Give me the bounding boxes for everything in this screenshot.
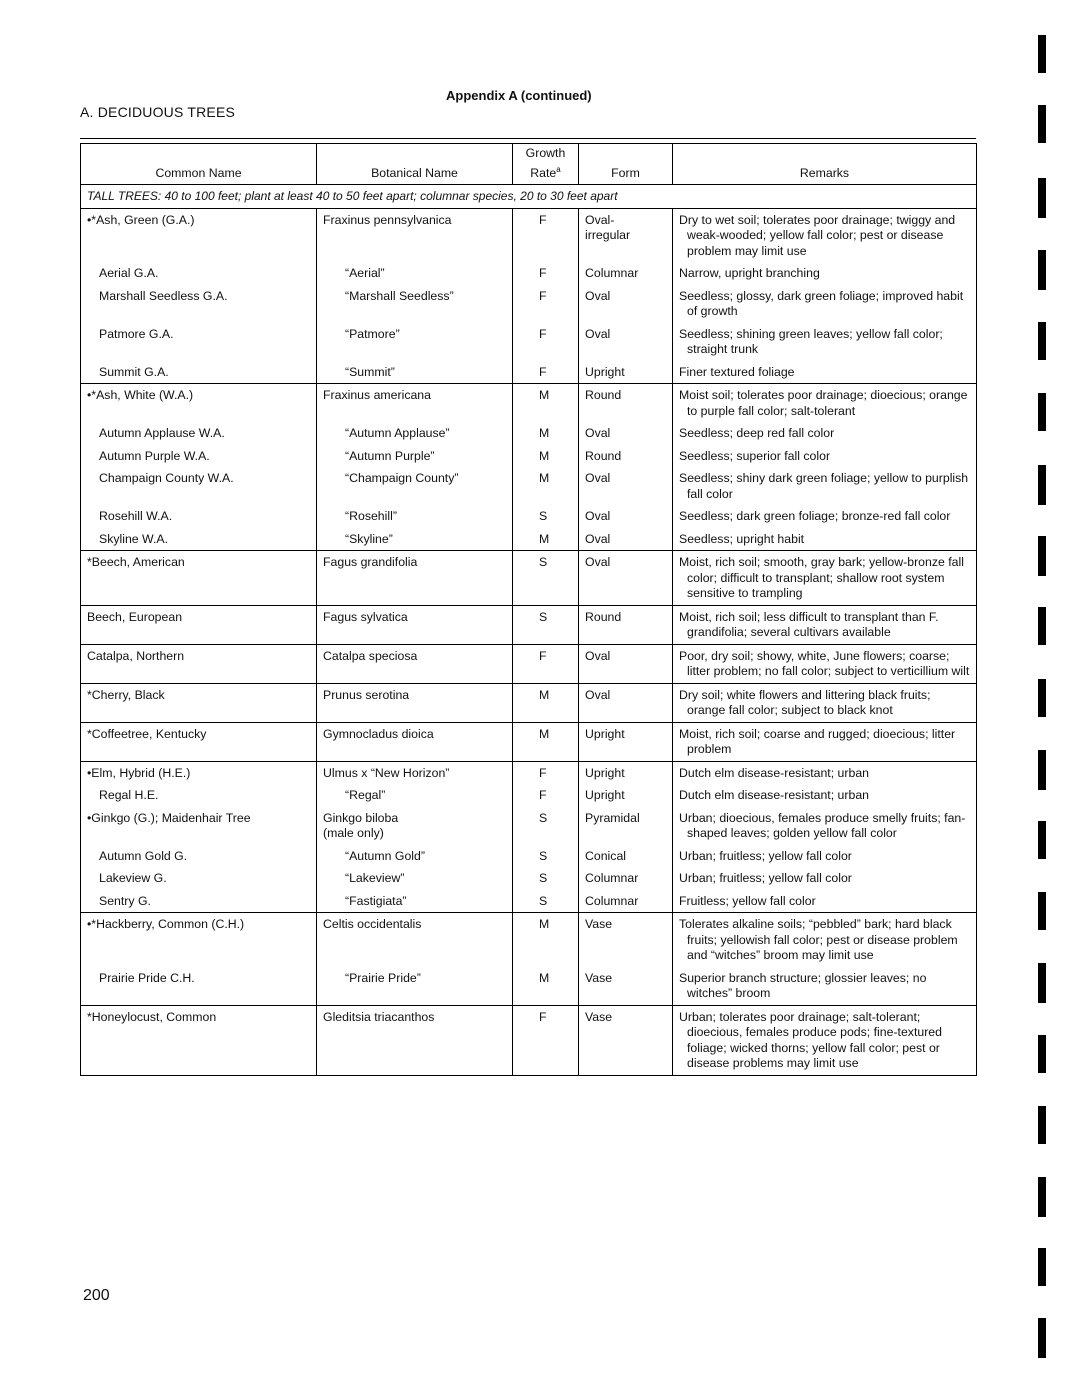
size-band-text: TALL TREES: 40 to 100 feet; plant at least 40 to 50 feet apart; columnar species, 20 to 30 feet apart [81, 185, 977, 209]
header-remarks: Remarks [673, 144, 977, 185]
table-row [81, 262, 977, 285]
table-row [81, 913, 977, 967]
common-name-cell: •Elm, Hybrid (H.E.) [81, 761, 317, 784]
growth-rate-cell: S [513, 551, 579, 606]
table-row [81, 807, 977, 845]
botanical-name-cell: Gleditsia triacanthos [317, 1005, 513, 1075]
growth-rate-cell: F [513, 361, 579, 384]
growth-rate-cell: F [513, 208, 579, 262]
common-name-cell: *Cherry, Black [81, 683, 317, 722]
common-name-cell: Rosehill W.A. [81, 505, 317, 528]
form-cell: Upright [579, 722, 673, 761]
growth-rate-cell: F [513, 262, 579, 285]
header-growth-rate-line1: Growth [525, 146, 566, 160]
table-row [81, 867, 977, 890]
remarks-cell: Seedless; upright habit [673, 528, 977, 551]
common-name-cell: Aerial G.A. [81, 262, 317, 285]
growth-rate-cell: M [513, 967, 579, 1006]
header-botanical-name: Botanical Name [317, 144, 513, 185]
header-common-name: Common Name [81, 144, 317, 185]
remarks-cell: Urban; fruitless; yellow fall color [673, 845, 977, 868]
common-name-cell: •Ginkgo (G.); Maidenhair Tree [81, 807, 317, 845]
edge-mark [1038, 1318, 1046, 1358]
botanical-name-cell: Fraxinus americana [317, 384, 513, 423]
growth-rate-cell: M [513, 913, 579, 967]
common-name-cell: Summit G.A. [81, 361, 317, 384]
table-row [81, 505, 977, 528]
form-cell: Oval [579, 467, 673, 505]
growth-rate-cell: S [513, 845, 579, 868]
botanical-name-cell: “Autumn Gold” [317, 845, 513, 868]
edge-mark [1038, 1035, 1046, 1073]
remarks-cell: Poor, dry soil; showy, white, June flowers; coarse; litter problem; no fall color; subject to verticillium wilt [673, 644, 977, 683]
common-name-cell: •*Hackberry, Common (C.H.) [81, 913, 317, 967]
header-form: Form [579, 144, 673, 185]
edge-mark [1038, 536, 1046, 576]
form-cell: Round [579, 384, 673, 423]
form-cell: Vase [579, 967, 673, 1006]
table-row [81, 967, 977, 1006]
form-cell: Columnar [579, 890, 673, 913]
common-name-cell: Sentry G. [81, 890, 317, 913]
form-cell: Oval- irregular [579, 208, 673, 262]
table-row [81, 528, 977, 551]
edge-mark [1038, 679, 1046, 717]
table-row [81, 208, 977, 262]
remarks-cell: Moist, rich soil; less difficult to transplant than F. grandifolia; several cultivars available [673, 605, 977, 644]
botanical-name-cell: “Patmore” [317, 323, 513, 361]
growth-rate-cell: F [513, 1005, 579, 1075]
form-cell: Upright [579, 761, 673, 784]
botanical-name-cell: “Autumn Purple” [317, 445, 513, 468]
common-name-cell: Patmore G.A. [81, 323, 317, 361]
remarks-cell: Fruitless; yellow fall color [673, 890, 977, 913]
common-name-cell: Champaign County W.A. [81, 467, 317, 505]
form-cell: Oval [579, 528, 673, 551]
growth-rate-cell: F [513, 323, 579, 361]
common-name-cell: *Beech, American [81, 551, 317, 606]
botanical-name-cell: Ginkgo biloba (male only) [317, 807, 513, 845]
remarks-cell: Seedless; shiny dark green foliage; yellow to purplish fall color [673, 467, 977, 505]
form-cell: Oval [579, 644, 673, 683]
common-name-cell: Beech, European [81, 605, 317, 644]
table-row [81, 845, 977, 868]
botanical-name-cell: Fagus sylvatica [317, 605, 513, 644]
form-cell: Oval [579, 285, 673, 323]
edge-mark [1038, 393, 1046, 431]
footnote-marker: a [556, 164, 561, 174]
growth-rate-cell: M [513, 683, 579, 722]
remarks-cell: Moist, rich soil; coarse and rugged; dioecious; litter problem [673, 722, 977, 761]
growth-rate-cell: M [513, 422, 579, 445]
common-name-cell: Autumn Purple W.A. [81, 445, 317, 468]
botanical-name-cell: “Prairie Pride” [317, 967, 513, 1006]
growth-rate-cell: S [513, 605, 579, 644]
common-name-cell: Autumn Gold G. [81, 845, 317, 868]
edge-mark [1038, 607, 1046, 645]
form-cell: Round [579, 445, 673, 468]
common-name-cell: Autumn Applause W.A. [81, 422, 317, 445]
botanical-name-cell: “Aerial” [317, 262, 513, 285]
remarks-cell: Dry soil; white flowers and littering black fruits; orange fall color; subject to black knot [673, 683, 977, 722]
form-cell: Columnar [579, 262, 673, 285]
form-cell: Oval [579, 422, 673, 445]
growth-rate-cell: F [513, 784, 579, 807]
botanical-name-cell: “Lakeview” [317, 867, 513, 890]
table-row [81, 361, 977, 384]
growth-rate-cell: S [513, 505, 579, 528]
botanical-name-cell: “Fastigiata” [317, 890, 513, 913]
table-row [81, 644, 977, 683]
edge-mark [1038, 750, 1046, 790]
edge-mark [1038, 892, 1046, 930]
botanical-name-cell: Fagus grandifolia [317, 551, 513, 606]
common-name-cell: •*Ash, White (W.A.) [81, 384, 317, 423]
remarks-cell: Narrow, upright branching [673, 262, 977, 285]
growth-rate-cell: F [513, 644, 579, 683]
table-row [81, 467, 977, 505]
remarks-cell: Finer textured foliage [673, 361, 977, 384]
table-row [81, 683, 977, 722]
remarks-cell: Seedless; glossy, dark green foliage; improved habit of growth [673, 285, 977, 323]
page-number: 200 [83, 1287, 110, 1304]
form-cell: Oval [579, 551, 673, 606]
top-rule [80, 138, 976, 139]
growth-rate-cell: M [513, 722, 579, 761]
common-name-cell: *Honeylocust, Common [81, 1005, 317, 1075]
table-row [81, 1005, 977, 1075]
table-row [81, 784, 977, 807]
growth-rate-cell: M [513, 528, 579, 551]
edge-mark [1038, 322, 1046, 360]
deciduous-trees-table [80, 143, 977, 1076]
remarks-cell: Urban; fruitless; yellow fall color [673, 867, 977, 890]
page-title: Appendix A (continued) [446, 88, 592, 103]
edge-mark [1038, 35, 1046, 73]
botanical-name-cell: Ulmus x “New Horizon” [317, 761, 513, 784]
table-row [81, 384, 977, 423]
size-band-row [81, 185, 977, 209]
botanical-name-cell: “Summit” [317, 361, 513, 384]
growth-rate-cell: S [513, 807, 579, 845]
form-cell: Upright [579, 784, 673, 807]
table-row [81, 323, 977, 361]
form-cell: Oval [579, 505, 673, 528]
common-name-cell: Regal H.E. [81, 784, 317, 807]
table-row [81, 551, 977, 606]
growth-rate-cell: S [513, 867, 579, 890]
botanical-name-cell: “Autumn Applause” [317, 422, 513, 445]
remarks-cell: Moist soil; tolerates poor drainage; dioecious; orange to purple fall color; salt-tolerant [673, 384, 977, 423]
table-row [81, 422, 977, 445]
common-name-cell: *Coffeetree, Kentucky [81, 722, 317, 761]
remarks-cell: Superior branch structure; glossier leaves; no witches” broom [673, 967, 977, 1006]
growth-rate-cell: F [513, 285, 579, 323]
botanical-name-cell: “Champaign County” [317, 467, 513, 505]
edge-mark [1038, 105, 1046, 143]
remarks-cell: Tolerates alkaline soils; “pebbled” bark; hard black fruits; yellowish fall color; pest or disease problem and “witches” broom may limit use [673, 913, 977, 967]
botanical-name-cell: “Regal” [317, 784, 513, 807]
common-name-cell: Lakeview G. [81, 867, 317, 890]
edge-mark [1038, 178, 1046, 218]
form-cell: Columnar [579, 867, 673, 890]
form-cell: Upright [579, 361, 673, 384]
remarks-cell: Dutch elm disease-resistant; urban [673, 784, 977, 807]
botanical-name-cell: “Marshall Seedless” [317, 285, 513, 323]
form-cell: Vase [579, 913, 673, 967]
remarks-cell: Seedless; shining green leaves; yellow fall color; straight trunk [673, 323, 977, 361]
form-cell: Oval [579, 683, 673, 722]
growth-rate-cell: M [513, 445, 579, 468]
common-name-cell: Prairie Pride C.H. [81, 967, 317, 1006]
table-row [81, 285, 977, 323]
edge-mark [1038, 250, 1046, 290]
table-row [81, 445, 977, 468]
form-cell: Round [579, 605, 673, 644]
table-row [81, 722, 977, 761]
growth-rate-cell: F [513, 761, 579, 784]
common-name-cell: Marshall Seedless G.A. [81, 285, 317, 323]
header-growth-rate [513, 144, 579, 185]
remarks-cell: Urban; dioecious, females produce smelly fruits; fan-shaped leaves; golden yellow fall color [673, 807, 977, 845]
botanical-name-cell: Fraxinus pennsylvanica [317, 208, 513, 262]
edge-mark [1038, 1106, 1046, 1144]
botanical-name-cell: Celtis occidentalis [317, 913, 513, 967]
botanical-name-cell: “Skyline” [317, 528, 513, 551]
section-label: A. DECIDUOUS TREES [80, 104, 236, 120]
botanical-name-cell: Catalpa speciosa [317, 644, 513, 683]
common-name-cell: •*Ash, Green (G.A.) [81, 208, 317, 262]
remarks-cell: Seedless; deep red fall color [673, 422, 977, 445]
edge-mark [1038, 821, 1046, 859]
remarks-cell: Dry to wet soil; tolerates poor drainage; twiggy and weak-wooded; yellow fall color; pest or disease problem may limit use [673, 208, 977, 262]
edge-mark [1038, 963, 1046, 1003]
growth-rate-cell: M [513, 467, 579, 505]
edge-mark [1038, 1248, 1046, 1286]
table-row [81, 605, 977, 644]
remarks-cell: Dutch elm disease-resistant; urban [673, 761, 977, 784]
header-growth-rate-line2: Rate [530, 165, 557, 180]
remarks-cell: Moist, rich soil; smooth, gray bark; yellow-bronze fall color; difficult to transplant; shallow root system sensitive to trampling [673, 551, 977, 606]
remarks-cell: Urban; tolerates poor drainage; salt-tolerant; dioecious, females produce pods; fine-textured foliage; wicked thorns; yellow fall color; pest or disease problems may limit use [673, 1005, 977, 1075]
form-cell: Oval [579, 323, 673, 361]
growth-rate-cell: M [513, 384, 579, 423]
form-cell: Conical [579, 845, 673, 868]
botanical-name-cell: Gymnocladus dioica [317, 722, 513, 761]
common-name-cell: Skyline W.A. [81, 528, 317, 551]
edge-mark [1038, 465, 1046, 505]
form-cell: Pyramidal [579, 807, 673, 845]
edge-mark [1038, 1177, 1046, 1217]
botanical-name-cell: “Rosehill” [317, 505, 513, 528]
remarks-cell: Seedless; superior fall color [673, 445, 977, 468]
remarks-cell: Seedless; dark green foliage; bronze-red fall color [673, 505, 977, 528]
table-row [81, 890, 977, 913]
form-cell: Vase [579, 1005, 673, 1075]
growth-rate-cell: S [513, 890, 579, 913]
botanical-name-cell: Prunus serotina [317, 683, 513, 722]
header-row [81, 144, 977, 185]
table-row [81, 761, 977, 784]
common-name-cell: Catalpa, Northern [81, 644, 317, 683]
